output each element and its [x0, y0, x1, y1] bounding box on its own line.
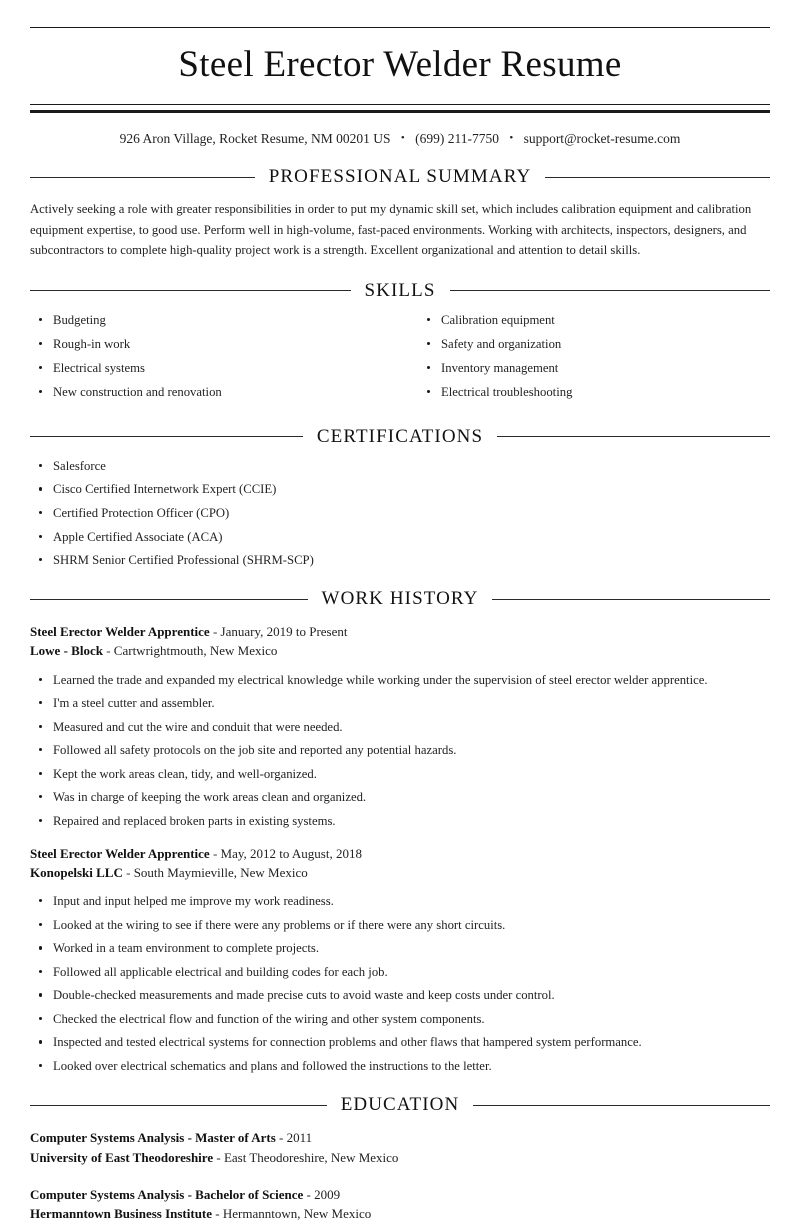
entry-dash: -	[209, 624, 221, 640]
work-entry-company-line	[30, 863, 770, 882]
list-item	[30, 528, 770, 546]
entry-dash: -	[209, 845, 221, 861]
section-certifications	[30, 426, 770, 569]
list-item	[30, 765, 770, 783]
skill-label: Inventory management	[441, 360, 559, 375]
entry-dash: -	[213, 1149, 224, 1165]
school-location: Hermanntown, New Mexico	[222, 1206, 372, 1222]
education-school-line	[30, 1204, 770, 1224]
education-entry	[30, 1185, 770, 1224]
education-degree-line	[30, 1185, 770, 1205]
section-title-education: EDUCATION	[340, 1094, 460, 1116]
work-entry	[30, 622, 770, 830]
list-item	[30, 383, 400, 401]
section-title-certifications: CERTIFICATIONS	[316, 425, 484, 447]
list-item	[418, 311, 770, 329]
list-item	[30, 671, 770, 689]
bullet-text: Double-checked measurements and made precise cuts to avoid waste and keep costs under control.	[53, 988, 555, 1003]
work-entry	[30, 844, 770, 1075]
skills-column-left	[30, 311, 400, 407]
section-rule-right	[473, 1105, 770, 1106]
section-rule-right	[545, 177, 770, 178]
section-professional-summary	[30, 166, 770, 261]
section-work-history	[30, 588, 770, 1075]
school-name: University of East Theodoreshire	[30, 1149, 214, 1165]
list-item	[418, 335, 770, 353]
bullet-text: I'm a steel cutter and assembler.	[53, 696, 215, 711]
section-heading	[30, 1094, 770, 1116]
degree-name: Computer Systems Analysis - Master of Arts	[30, 1130, 276, 1146]
school-location: East Theodoreshire, New Mexico	[223, 1149, 399, 1165]
list-item	[30, 551, 770, 569]
job-title: Steel Erector Welder Apprentice	[30, 845, 210, 861]
list-item	[30, 504, 770, 522]
contact-separator-1: •	[400, 132, 405, 145]
bullet-text: Followed all applicable electrical and building codes for each job.	[53, 964, 388, 979]
contact-separator-2: •	[509, 132, 514, 145]
bullet-text: Inspected and tested electrical systems for connection problems and other flaws that hampered system performance.	[53, 1035, 642, 1050]
list-item	[30, 963, 770, 981]
section-rule-right	[492, 599, 770, 600]
skill-label: New construction and renovation	[53, 384, 222, 399]
section-heading	[30, 426, 770, 448]
bullet-text: Learned the trade and expanded my electrical knowledge while working under the supervision of steel erector welder apprentice.	[53, 672, 708, 687]
list-item	[30, 939, 770, 957]
bullet-text: Input and input helped me improve my work readiness.	[53, 894, 334, 909]
certification-label: SHRM Senior Certified Professional (SHRM-SCP)	[53, 553, 314, 568]
section-rule-left	[30, 436, 303, 437]
skills-list-right	[418, 311, 770, 401]
company-name: Lowe - Block	[30, 643, 103, 659]
bullet-text: Looked over electrical schematics and plans and followed the instructions to the letter.	[53, 1058, 492, 1073]
skill-label: Electrical systems	[53, 360, 145, 375]
section-heading	[30, 166, 770, 188]
bullet-text: Worked in a team environment to complete projects.	[53, 941, 320, 956]
list-item	[30, 1033, 770, 1051]
section-rule-left	[30, 290, 351, 291]
job-dates: January, 2019 to Present	[220, 624, 348, 640]
bullet-text: Checked the electrical flow and function of the wiring and other system components.	[53, 1011, 485, 1026]
bullet-text: Measured and cut the wire and conduit that were needed.	[53, 719, 343, 734]
education-degree-line	[30, 1128, 770, 1148]
school-name: Hermanntown Business Institute	[30, 1206, 213, 1222]
list-item	[418, 383, 770, 401]
work-entry-title-line	[30, 622, 770, 641]
work-entry-bullets	[30, 892, 770, 1075]
list-item	[30, 892, 770, 910]
resume-page	[0, 27, 800, 1224]
job-title: Steel Erector Welder Apprentice	[30, 624, 210, 640]
bullet-text: Followed all safety protocols on the job site and reported any potential hazards.	[53, 743, 457, 758]
contact-phone: (699) 211-7750	[415, 130, 499, 146]
list-item	[30, 359, 400, 377]
header-bottom-rule	[30, 104, 770, 113]
list-item	[30, 788, 770, 806]
work-entry-company-line	[30, 641, 770, 660]
list-item	[30, 1057, 770, 1075]
list-item	[30, 812, 770, 830]
job-dates: May, 2012 to August, 2018	[220, 845, 362, 861]
resume-header	[0, 27, 800, 147]
contact-line	[0, 130, 800, 148]
section-education	[30, 1094, 770, 1224]
certification-label: Cisco Certified Internetwork Expert (CCIE)	[53, 482, 277, 497]
degree-name: Computer Systems Analysis - Bachelor of Science	[30, 1186, 304, 1202]
list-item	[30, 311, 400, 329]
contact-address: 926 Aron Village, Rocket Resume, NM 00201 US	[119, 130, 391, 146]
section-heading	[30, 588, 770, 610]
section-title-skills: SKILLS	[364, 279, 436, 301]
list-item	[30, 986, 770, 1004]
list-item	[30, 741, 770, 759]
company-name: Konopelski LLC	[30, 865, 123, 881]
summary-text: Actively seeking a role with greater responsibilities in order to put my dynamic skill set, which includes calibration equipment and calibration equipment expertise, to good use. Perform well in high-volume, fast-paced environments. Working with architects, inspectors, designers, and subcontractors to complete high-quality project work is a strength. Excellent organizational and attention to detail skills.	[30, 202, 752, 258]
list-item	[30, 480, 770, 498]
work-entry-title-line	[30, 844, 770, 863]
section-rule-right	[450, 290, 771, 291]
list-item	[30, 1010, 770, 1028]
degree-year: 2011	[286, 1130, 313, 1146]
certification-label: Apple Certified Associate (ACA)	[53, 529, 223, 544]
section-rule-left	[30, 1105, 327, 1106]
work-entry-bullets	[30, 671, 770, 830]
entry-dash: -	[275, 1130, 287, 1146]
skills-columns	[30, 311, 770, 407]
skill-label: Electrical troubleshooting	[441, 384, 573, 399]
list-item	[30, 916, 770, 934]
list-item	[418, 359, 770, 377]
entry-dash: -	[212, 1206, 223, 1222]
education-school-line	[30, 1148, 770, 1168]
skill-label: Calibration equipment	[441, 312, 555, 327]
list-item	[30, 457, 770, 475]
list-item	[30, 335, 400, 353]
degree-year: 2009	[314, 1186, 341, 1202]
skills-column-right	[400, 311, 770, 407]
job-location: South Maymieville, New Mexico	[133, 865, 308, 881]
skill-label: Budgeting	[53, 312, 106, 327]
skills-list-left	[30, 311, 400, 401]
entry-dash: -	[303, 1186, 315, 1202]
entry-dash: -	[102, 643, 114, 659]
contact-email: support@rocket-resume.com	[523, 130, 681, 146]
section-skills	[30, 280, 770, 407]
certification-label: Certified Protection Officer (CPO)	[53, 506, 230, 521]
section-rule-left	[30, 599, 308, 600]
entry-dash: -	[122, 865, 134, 881]
section-title-summary: PROFESSIONAL SUMMARY	[268, 166, 532, 188]
page-title: Steel Erector Welder Resume	[178, 44, 622, 85]
certifications-list	[30, 457, 770, 569]
bullet-text: Kept the work areas clean, tidy, and well-organized.	[53, 766, 317, 781]
job-location: Cartwrightmouth, New Mexico	[113, 643, 278, 659]
bullet-text: Looked at the wiring to see if there were any problems or if there were any short circuits.	[53, 917, 506, 932]
skill-label: Safety and organization	[441, 336, 562, 351]
section-rule-left	[30, 177, 255, 178]
header-top-rule	[30, 27, 770, 28]
education-entry	[30, 1128, 770, 1168]
skill-label: Rough-in work	[53, 336, 131, 351]
list-item	[30, 694, 770, 712]
certification-label: Salesforce	[53, 458, 106, 473]
bullet-text: Was in charge of keeping the work areas clean and organized.	[53, 790, 367, 805]
list-item	[30, 718, 770, 736]
section-title-work-history: WORK HISTORY	[321, 588, 479, 610]
bullet-text: Repaired and replaced broken parts in existing systems.	[53, 813, 336, 828]
section-heading	[30, 280, 770, 302]
section-rule-right	[497, 436, 770, 437]
